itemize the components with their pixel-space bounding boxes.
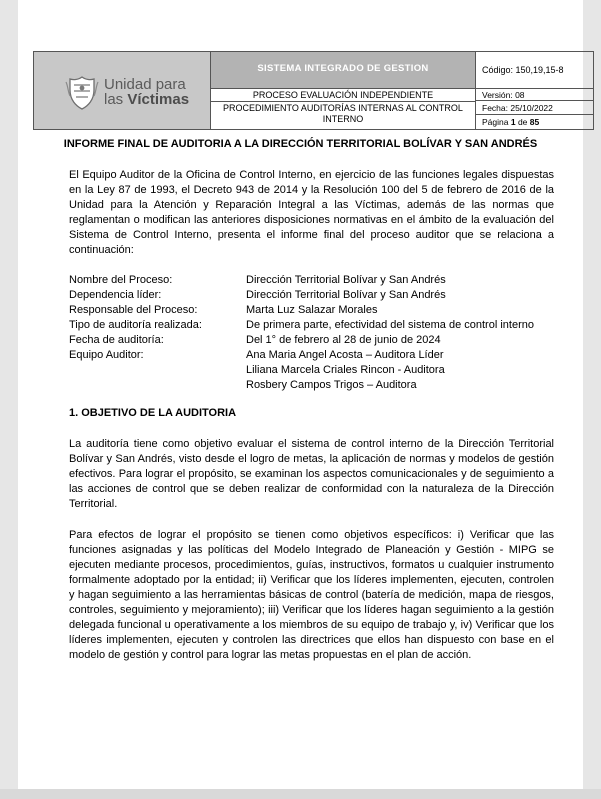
coat-of-arms-icon: [64, 76, 100, 110]
unidad-victimas-logo: [64, 76, 204, 110]
info-value: Dirección Territorial Bolívar y San Andrés: [246, 289, 446, 301]
audit-info-list: [69, 273, 554, 393]
info-value: De primera parte, efectividad del sistema de control interno: [246, 319, 534, 331]
info-row: [69, 273, 554, 288]
document-date: Fecha: 25/10/2022: [476, 102, 594, 115]
info-row: [69, 348, 554, 363]
header-middle-cell: [211, 52, 475, 129]
info-label: Tipo de auditoría realizada:: [69, 319, 202, 331]
page-number: [476, 116, 594, 129]
info-row: [69, 303, 554, 318]
info-row: [69, 378, 554, 393]
system-title: SISTEMA INTEGRADO DE GESTION: [211, 52, 475, 89]
info-label: Fecha de auditoría:: [69, 334, 164, 346]
info-value: Del 1° de febrero al 28 de junio de 2024: [246, 334, 441, 346]
info-row: [69, 333, 554, 348]
logo-line-1: Unidad para: [104, 76, 186, 93]
info-row: [69, 288, 554, 303]
procedure-name: PROCEDIMIENTO AUDITORÍAS INTERNAS AL CONTROL INTERNO: [223, 103, 463, 124]
info-value: Rosbery Campos Trigos – Auditora: [246, 379, 417, 391]
logo-line-2-prefix: las: [104, 91, 128, 108]
logo-wordmark: [104, 77, 189, 107]
page-current: 1: [510, 117, 516, 127]
logo-cell: [34, 52, 211, 129]
info-value: Marta Luz Salazar Morales: [246, 304, 378, 316]
report-title: INFORME FINAL DE AUDITORIA A LA DIRECCIÓN TERRITORIAL BOLÍVAR Y SAN ANDRÉS: [63, 138, 538, 150]
info-value: Liliana Marcela Criales Rincon - Auditora: [246, 364, 445, 376]
info-value: Ana Maria Angel Acosta – Auditora Líder: [246, 349, 444, 361]
section-1-paragraph-2: Para efectos de lograr el propósito se tienen como objetivos específicos: i) Verificar que las funciones asignadas y las políticas del Modelo Integrado de Planeación y Gestión - MIPG se ejecuten mediante procesos, procedimientos, guías, instructivos, formatos u cualquier instrumento formalmente adoptado por la entidad; ii) Verificar que los líderes implementen, ejecuten, controlen y hagan seguimiento a las herramientas básicas de control (batería de medición, mapa de riesgos, controles, seguimiento y mejoramiento); iii) Verificar que los líderes hagan seguimiento a la gestión delegada funcional u operativamente a los miembros de su equipo de trabajo y, iv) Verificar que los líderes implementen, ejecuten y controlen las directrices que ellos han dispuesto con base en el modelo de gestión y control para lograr las metas propuestas en el plan de acción.: [69, 529, 554, 661]
info-label: Responsable del Proceso:: [69, 304, 198, 316]
info-value: Dirección Territorial Bolívar y San Andrés: [246, 274, 446, 286]
page-total: 85: [529, 117, 540, 127]
info-row: [69, 318, 554, 333]
section-1-title: 1. OBJETIVO DE LA AUDITORIA: [69, 407, 237, 419]
process-name: PROCESO EVALUACIÓN INDEPENDIENTE: [211, 89, 475, 102]
logo-line-2-bold: Víctimas: [127, 91, 190, 108]
intro-paragraph: El Equipo Auditor de la Oficina de Control Interno, en ejercicio de las funciones legales dispuestas en la Ley 87 de 1993, el Decreto 943 de 2014 y la Resolución 100 del 5 de febrero de 2016 de la Unidad para la Atención y Reparación Integral a las Víctimas, además de las normas que reglamentan o modifican las anteriores disposiciones normativas en el ámbito de la evaluación del Sistema de Control Interno, presenta el informe final del proceso auditor que se relaciona a continuación:: [69, 169, 554, 256]
document-version: Versión: 08: [476, 89, 594, 101]
document-code: Código: 150,19,15-8: [476, 52, 594, 89]
info-label: Nombre del Proceso:: [69, 274, 173, 286]
horizontal-scrollbar[interactable]: [0, 789, 601, 799]
header-right-cell: [475, 52, 594, 129]
document-page: [18, 0, 583, 789]
page-prefix: Página: [482, 117, 511, 127]
page-of: de: [515, 117, 530, 127]
info-label: Dependencia líder:: [69, 289, 162, 301]
info-row: [69, 363, 554, 378]
logo-line-2: [104, 92, 189, 107]
document-header-table: [33, 51, 594, 130]
section-1-paragraph-1: La auditoría tiene como objetivo evaluar el sistema de control interno de la Dirección Territorial Bolívar y San Andrés, visto desde el logro de metas, la aplicación de normas y modelos de gestión efectivos. Para lograr el propósito, se examinan los aspectos comunicacionales y de seguimiento a las acciones de control que se deben realizar de conformidad con la naturaleza de la Dirección Territorial.: [69, 438, 554, 510]
info-label: Equipo Auditor:: [69, 349, 144, 361]
